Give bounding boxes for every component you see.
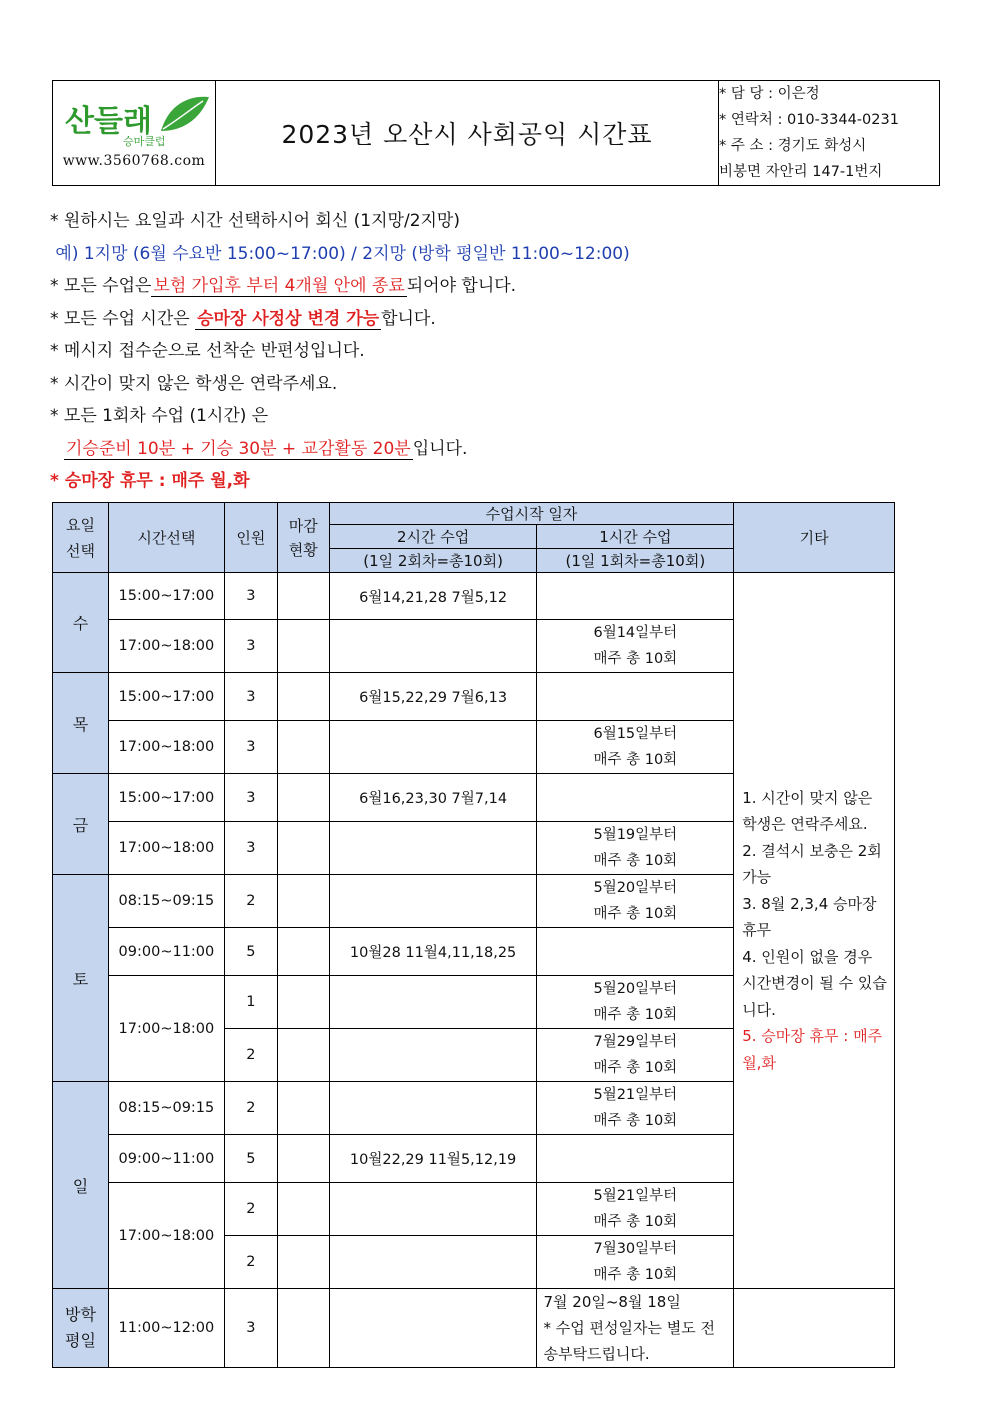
time-cell: 15:00~17:00 bbox=[108, 573, 224, 620]
header-people: 인원 bbox=[224, 503, 277, 573]
time-cell: 09:00~11:00 bbox=[108, 1135, 224, 1183]
day-cell: 방학 평일 bbox=[53, 1289, 109, 1368]
time-cell: 17:00~18:00 bbox=[108, 721, 224, 774]
people-cell: 3 bbox=[224, 1289, 277, 1368]
two-hour-cell bbox=[329, 1289, 537, 1368]
two-hour-cell: 10월22,29 11월5,12,19 bbox=[329, 1135, 537, 1183]
header-day: 요일 선택 bbox=[53, 503, 109, 573]
time-cell: 08:15~09:15 bbox=[108, 875, 224, 928]
people-cell: 5 bbox=[224, 928, 277, 976]
one-hour-cell bbox=[537, 573, 734, 620]
contact-info bbox=[719, 81, 940, 186]
time-cell: 15:00~17:00 bbox=[108, 673, 224, 721]
table-row bbox=[53, 1289, 895, 1368]
two-hour-cell: 6월14,21,28 7월5,12 bbox=[329, 573, 537, 620]
note-5: * 메시지 접수순으로 선착순 반편성입니다. bbox=[50, 341, 365, 361]
people-cell: 3 bbox=[224, 673, 277, 721]
two-hour-cell bbox=[329, 822, 537, 875]
time-cell: 11:00~12:00 bbox=[108, 1289, 224, 1368]
people-cell: 2 bbox=[224, 1183, 277, 1236]
page-title: 2023년 오산시 사회공익 시간표 bbox=[216, 81, 719, 186]
remark-5: 5. 승마장 휴무 : 매주 월,화 bbox=[742, 1027, 883, 1072]
one-hour-cell: 5월21일부터 매주 총 10회 bbox=[537, 1183, 734, 1236]
remark-4: 4. 인원이 없을 경우 시간변경이 될 수 있습니다. bbox=[742, 947, 887, 1019]
day-cell: 일 bbox=[53, 1082, 109, 1289]
header-closing: 마감 현황 bbox=[277, 503, 329, 573]
one-hour-cell: 5월19일부터 매주 총 10회 bbox=[537, 822, 734, 875]
two-hour-cell: 10월28 11월4,11,18,25 bbox=[329, 928, 537, 976]
notes bbox=[50, 205, 630, 498]
people-cell: 2 bbox=[224, 1082, 277, 1135]
two-hour-cell bbox=[329, 1029, 537, 1082]
logo-text: 산들래 bbox=[65, 104, 152, 139]
remarks-cell bbox=[734, 573, 895, 1289]
time-cell: 15:00~17:00 bbox=[108, 774, 224, 822]
note-3: * 모든 수업은 보험 가입후 부터 4개월 안에 종료 되어야 합니다. bbox=[50, 276, 517, 296]
people-cell: 2 bbox=[224, 1029, 277, 1082]
two-hour-cell bbox=[329, 875, 537, 928]
header-table bbox=[52, 80, 940, 186]
people-cell: 3 bbox=[224, 721, 277, 774]
logo-url: www.3560768.com bbox=[62, 153, 206, 169]
note-7: * 모든 1회차 수업 (1시간) 은 bbox=[50, 406, 269, 426]
people-cell: 2 bbox=[224, 1236, 277, 1289]
time-cell: 17:00~18:00 bbox=[108, 1183, 224, 1289]
two-hour-cell: 6월16,23,30 7월7,14 bbox=[329, 774, 537, 822]
people-cell: 3 bbox=[224, 774, 277, 822]
one-hour-cell: 7월 20일~8월 18일 * 수업 편성일자는 별도 전송부탁드립니다. bbox=[537, 1289, 734, 1368]
contact-address: * 주 소 : 경기도 화성시 bbox=[719, 138, 867, 154]
one-hour-cell bbox=[537, 673, 734, 721]
people-cell: 3 bbox=[224, 822, 277, 875]
note-8: 기승준비 10분 + 기승 30분 + 교감활동 20분 입니다. bbox=[66, 438, 468, 459]
two-hour-cell: 6월15,22,29 7월6,13 bbox=[329, 673, 537, 721]
one-hour-cell: 7월30일부터 매주 총 10회 bbox=[537, 1236, 734, 1289]
closing-cell bbox=[277, 620, 329, 673]
people-cell: 5 bbox=[224, 1135, 277, 1183]
one-hour-cell: 6월14일부터 매주 총 10회 bbox=[537, 620, 734, 673]
header-etc: 기타 bbox=[734, 503, 895, 573]
closing-cell bbox=[277, 573, 329, 620]
day-cell: 금 bbox=[53, 774, 109, 875]
one-hour-cell: 7월29일부터 매주 총 10회 bbox=[537, 1029, 734, 1082]
logo-cell bbox=[53, 81, 216, 186]
two-hour-cell bbox=[329, 620, 537, 673]
people-cell: 3 bbox=[224, 573, 277, 620]
closing-cell bbox=[277, 976, 329, 1029]
one-hour-cell: 6월15일부터 매주 총 10회 bbox=[537, 721, 734, 774]
note-example: 예) 1지망 (6월 수요반 15:00~17:00) / 2지망 (방학 평일반 11:00~12:00) bbox=[50, 243, 630, 264]
two-hour-cell bbox=[329, 1236, 537, 1289]
closing-cell bbox=[277, 1183, 329, 1236]
header-two-hour-sub: (1일 2회차=총10회) bbox=[329, 549, 537, 573]
two-hour-cell bbox=[329, 1183, 537, 1236]
remark-1: 1. 시간이 맞지 않은 학생은 연락주세요. bbox=[742, 788, 873, 834]
people-cell: 3 bbox=[224, 620, 277, 673]
closing-cell bbox=[277, 1236, 329, 1289]
two-hour-cell bbox=[329, 976, 537, 1029]
contact-phone: * 연락처 : 010-3344-0231 bbox=[719, 112, 899, 128]
remark-3: 3. 8월 2,3,4 승마장 휴무 bbox=[742, 894, 877, 940]
etc-cell bbox=[734, 1289, 895, 1368]
contact-address-2: 비봉면 자안리 147-1번지 bbox=[719, 164, 883, 180]
logo-leaf-icon bbox=[61, 91, 211, 151]
closing-cell bbox=[277, 1082, 329, 1135]
note-6: * 시간이 맞지 않은 학생은 연락주세요. bbox=[50, 373, 338, 394]
header-time: 시간선택 bbox=[108, 503, 224, 573]
time-cell: 08:15~09:15 bbox=[108, 1082, 224, 1135]
one-hour-cell bbox=[537, 928, 734, 976]
closing-cell bbox=[277, 875, 329, 928]
closing-cell bbox=[277, 721, 329, 774]
header-one-hour: 1시간 수업 bbox=[537, 525, 734, 549]
contact-manager: * 담 당 : 이은정 bbox=[719, 86, 820, 102]
one-hour-cell: 5월20일부터 매주 총 10회 bbox=[537, 976, 734, 1029]
one-hour-cell bbox=[537, 774, 734, 822]
closing-cell bbox=[277, 1029, 329, 1082]
note-4: * 모든 수업 시간은 승마장 사정상 변경 가능 합니다. bbox=[50, 308, 436, 329]
schedule-table bbox=[52, 502, 895, 1368]
people-cell: 1 bbox=[224, 976, 277, 1029]
day-cell: 수 bbox=[53, 573, 109, 673]
time-cell: 09:00~11:00 bbox=[108, 928, 224, 976]
time-cell: 17:00~18:00 bbox=[108, 620, 224, 673]
note-closed-days: * 승마장 휴무 : 매주 월,화 bbox=[50, 471, 250, 491]
people-cell: 2 bbox=[224, 875, 277, 928]
time-cell: 17:00~18:00 bbox=[108, 822, 224, 875]
one-hour-cell bbox=[537, 1135, 734, 1183]
time-cell: 17:00~18:00 bbox=[108, 976, 224, 1082]
remark-2: 2. 결석시 보충은 2회 가능 bbox=[742, 841, 882, 887]
header-two-hour: 2시간 수업 bbox=[329, 525, 537, 549]
header-one-hour-sub: (1일 1회차=총10회) bbox=[537, 549, 734, 573]
closing-cell bbox=[277, 822, 329, 875]
closing-cell bbox=[277, 673, 329, 721]
one-hour-cell: 5월20일부터 매주 총 10회 bbox=[537, 875, 734, 928]
one-hour-cell: 5월21일부터 매주 총 10회 bbox=[537, 1082, 734, 1135]
two-hour-cell bbox=[329, 1082, 537, 1135]
closing-cell bbox=[277, 774, 329, 822]
header-start: 수업시작 일자 bbox=[329, 503, 733, 525]
day-cell: 토 bbox=[53, 875, 109, 1082]
closing-cell bbox=[277, 1289, 329, 1368]
two-hour-cell bbox=[329, 721, 537, 774]
note-1: * 원하시는 요일과 시간 선택하시어 회신 (1지망/2지망) bbox=[50, 211, 460, 231]
logo-sub: 승마클럽 bbox=[123, 135, 166, 148]
table-row bbox=[53, 573, 895, 620]
closing-cell bbox=[277, 1135, 329, 1183]
day-cell: 목 bbox=[53, 673, 109, 774]
closing-cell bbox=[277, 928, 329, 976]
